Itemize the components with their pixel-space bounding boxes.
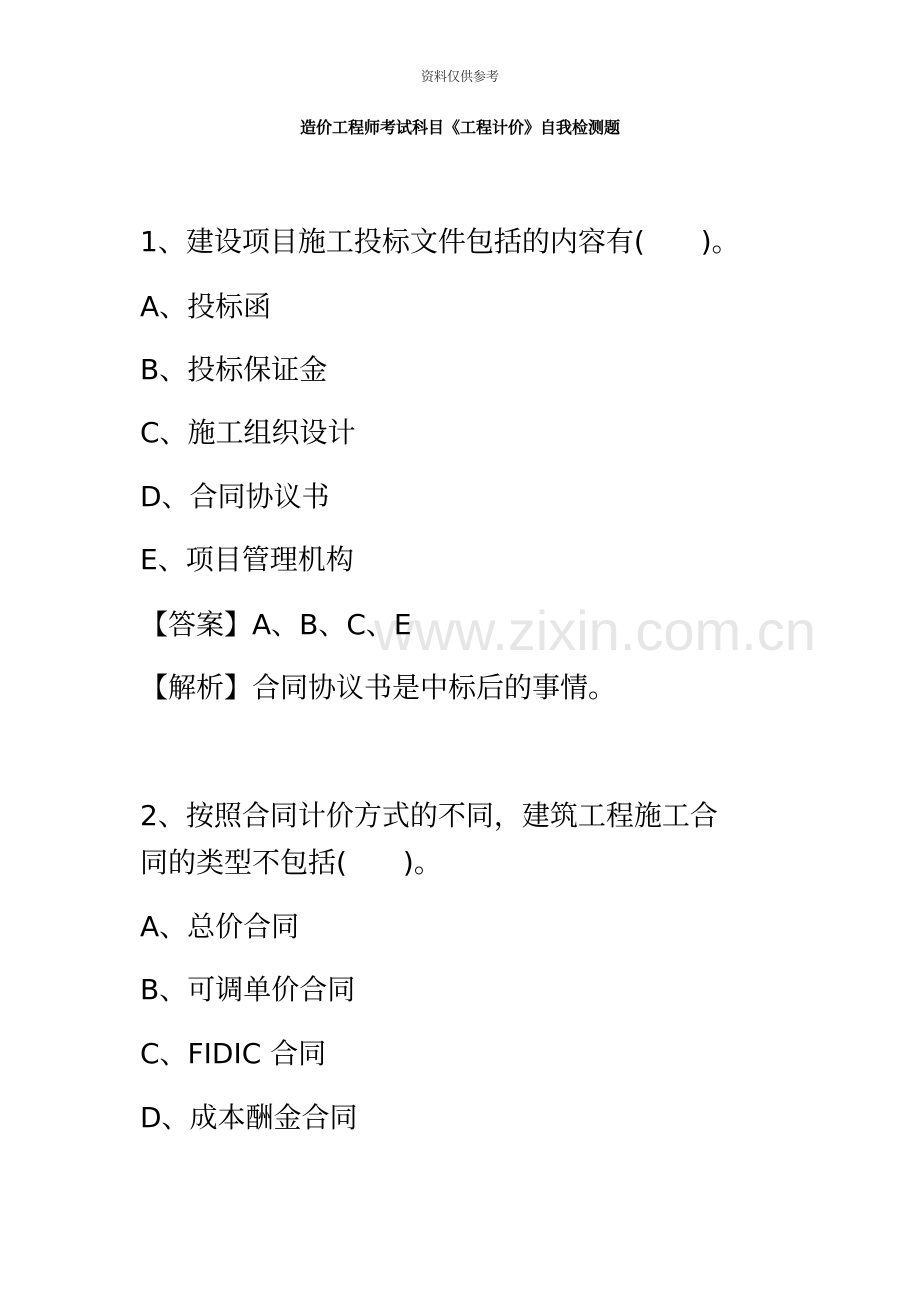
q1-stem: 1、建设项目施工投标文件包括的内容有( )。 xyxy=(140,225,740,258)
watermark: www.zixin.com.cn xyxy=(374,599,816,662)
document-title: 造价工程师考试科目《工程计价》自我检测题 xyxy=(299,118,620,137)
q1-answer: 【答案】A、B、C、E xyxy=(140,608,412,641)
q2-option-d: D、成本酬金合同 xyxy=(140,1101,358,1134)
q2-option-c: C、FIDIC 合同 xyxy=(140,1037,327,1070)
q2-stem-line1: 2、按照合同计价方式的不同，建筑工程施工合 xyxy=(140,799,718,832)
q1-option-d: D、合同协议书 xyxy=(140,480,330,513)
q1-analysis: 【解析】合同协议书是中标后的事情。 xyxy=(140,671,617,704)
q2-option-a: A、总价合同 xyxy=(140,910,300,943)
q1-option-b: B、投标保证金 xyxy=(140,353,328,386)
page-header-note: 资料仅供参考 xyxy=(420,70,499,85)
q1-option-c: C、施工组织设计 xyxy=(140,416,356,449)
q2-option-b: B、可调单价合同 xyxy=(140,973,356,1006)
q1-option-e: E、项目管理机构 xyxy=(140,543,354,576)
q1-option-a: A、投标函 xyxy=(140,290,272,323)
q2-stem-line2: 同的类型不包括( )。 xyxy=(140,846,442,879)
